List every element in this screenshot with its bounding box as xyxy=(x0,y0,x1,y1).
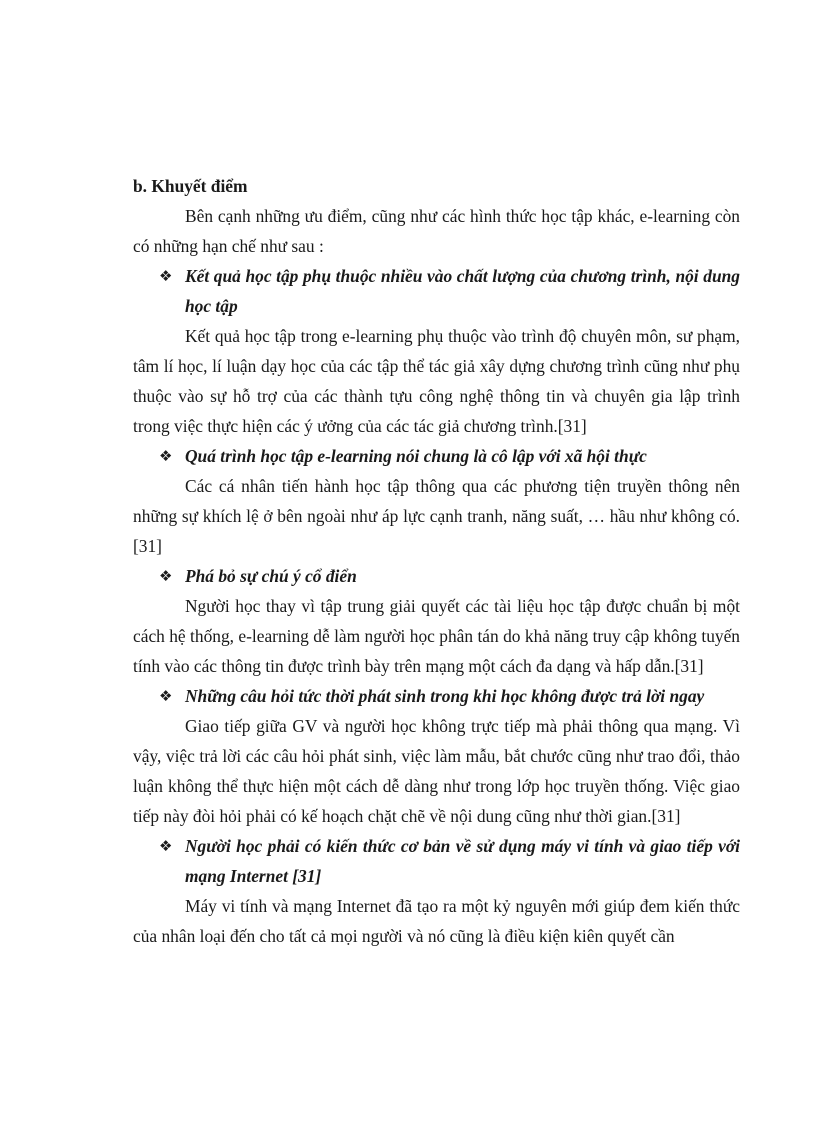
bullet-heading-5 xyxy=(133,831,740,891)
diamond-bullet-icon: ❖ xyxy=(159,267,173,285)
bullet-paragraph-3: Người học thay vì tập trung giải quyết các tài liệu học tập được chuẩn bị một cách hệ thống, e-learning dễ làm người học phân tán do khả năng truy cập không tuyến tính vào các thông tin được trình bày trên mạng một cách đa dạng và hấp dẫn.[31] xyxy=(133,596,740,676)
diamond-bullet-icon: ❖ xyxy=(159,447,173,465)
bullet-paragraph-1: Kết quả học tập trong e-learning phụ thuộc vào trình độ chuyên môn, sư phạm, tâm lí học, lí luận dạy học của các tập thể tác giả xây dựng chương trình cũng như phụ thuộc vào sự hỗ trợ của các thành tựu công nghệ thông tin và chuyên gia lập trình trong việc thực hiện các ý ưởng của các tác giả chương trình.[31] xyxy=(133,326,740,436)
page-body xyxy=(133,171,740,951)
bullet-paragraph-4: Giao tiếp giữa GV và người học không trực tiếp mà phải thông qua mạng. Vì vậy, việc trả lời các câu hỏi phát sinh, việc làm mẫu, bắt chước cũng như trao đổi, thảo luận không thể thực hiện một cách dễ dàng như trong lớp học truyền thống. Việc giao tiếp này đòi hỏi phải có kế hoạch chặt chẽ về nội dung cũng như thời gian.[31] xyxy=(133,716,740,826)
bullet-heading-2 xyxy=(133,441,740,471)
bullet-heading-text: Người học phải có kiến thức cơ bản về sử dụng máy vi tính và giao tiếp với mạng Internet [31] xyxy=(185,836,740,886)
bullet-heading-3 xyxy=(133,561,740,591)
bullet-heading-text: Những câu hỏi tức thời phát sinh trong khi học không được trả lời ngay xyxy=(185,686,705,706)
bullet-paragraph-5: Máy vi tính và mạng Internet đã tạo ra một kỷ nguyên mới giúp đem kiến thức của nhân loại đến cho tất cả mọi người và nó cũng là điều kiện kiên quyết cần xyxy=(133,896,740,946)
bullet-heading-text: Kết quả học tập phụ thuộc nhiều vào chất lượng của chương trình, nội dung học tập xyxy=(185,266,740,316)
diamond-bullet-icon: ❖ xyxy=(159,837,173,855)
section-heading: b. Khuyết điểm xyxy=(133,176,248,196)
bullet-heading-1 xyxy=(133,261,740,321)
bullet-heading-text: Phá bỏ sự chú ý cổ điển xyxy=(185,566,357,586)
bullet-paragraph-2: Các cá nhân tiến hành học tập thông qua các phương tiện truyền thông nên những sự khích lệ ở bên ngoài như áp lực cạnh tranh, năng suất, … hầu như không có.[31] xyxy=(133,476,740,556)
diamond-bullet-icon: ❖ xyxy=(159,687,173,705)
bullet-heading-4 xyxy=(133,681,740,711)
diamond-bullet-icon: ❖ xyxy=(159,567,173,585)
bullet-heading-text: Quá trình học tập e-learning nói chung là cô lập với xã hội thực xyxy=(185,446,647,466)
intro-paragraph: Bên cạnh những ưu điểm, cũng như các hình thức học tập khác, e-learning còn có những hạn chế như sau : xyxy=(133,206,740,256)
